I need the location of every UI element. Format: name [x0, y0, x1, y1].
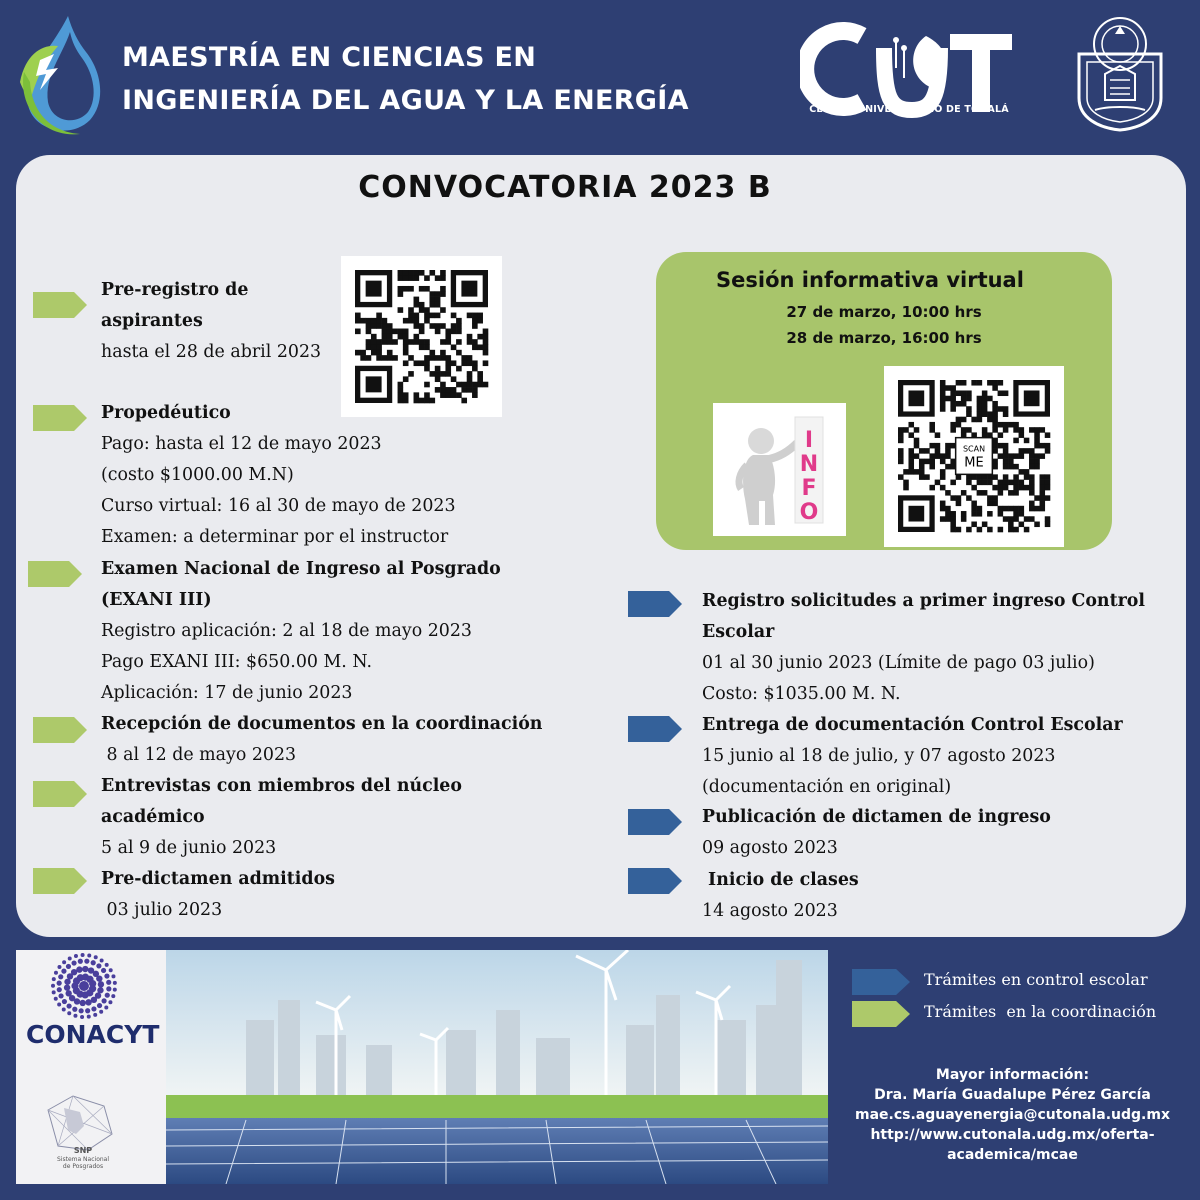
item-detail: Examen: a determinar por el instructor	[101, 527, 449, 547]
legend-blue-arrow-icon	[852, 969, 910, 995]
item-detail: 14 agosto 2023	[702, 901, 838, 921]
program-title-line1: MAESTRÍA EN CIENCIAS EN	[122, 42, 537, 73]
item-heading: Publicación de dictamen de ingreso	[702, 807, 1051, 827]
item-heading: Pre-registro de	[101, 280, 249, 300]
contact-url-2[interactable]: academica/mcae	[947, 1147, 1078, 1163]
item-heading: Entrega de documentación Control Escolar	[702, 715, 1123, 735]
preregistro-qr-code[interactable]	[341, 256, 502, 417]
session-date-1: 27 de marzo, 10:00 hrs	[786, 303, 982, 321]
legend-control-escolar: Trámites en control escolar	[924, 970, 1148, 989]
convocatoria-title: CONVOCATORIA 2023 B	[358, 170, 772, 205]
item-publicacion-dictamen	[702, 802, 1051, 864]
item-detail: Aplicación: 17 de junio 2023	[101, 683, 353, 703]
item-entrevistas	[101, 771, 462, 864]
udg-seal-icon	[1065, 14, 1175, 132]
item-detail: Pago EXANI III: $650.00 M. N.	[101, 652, 372, 672]
contact-name: Dra. María Guadalupe Pérez García	[874, 1087, 1151, 1103]
item-detail: 09 agosto 2023	[702, 838, 838, 858]
conacyt-logo-icon	[44, 953, 124, 1019]
item-registro-solicitudes	[702, 586, 1145, 710]
item-heading: Entrevistas con miembros del núcleo	[101, 776, 462, 796]
item-detail: 03 julio 2023	[101, 900, 223, 920]
legend-green-arrow-icon	[852, 1001, 910, 1027]
item-detail: (costo $1000.00 M.N)	[101, 465, 294, 485]
item-heading: Recepción de documentos en la coordinación	[101, 714, 543, 734]
item-exani	[101, 554, 501, 709]
legend-coordinacion: Trámites en la coordinación	[924, 1002, 1157, 1021]
info-letter-f: F	[801, 476, 817, 501]
info-letter-o: O	[799, 500, 819, 525]
item-propedeutico	[101, 398, 456, 553]
item-heading: Examen Nacional de Ingreso al Posgrado	[101, 559, 501, 579]
item-heading: (EXANI III)	[101, 590, 212, 610]
item-heading: Escolar	[702, 622, 775, 642]
item-detail: Curso virtual: 16 al 30 de mayo de 2023	[101, 496, 456, 516]
item-inicio-clases	[702, 865, 859, 927]
item-detail: Pago: hasta el 12 de mayo 2023	[101, 434, 382, 454]
cut-caption: CENTRO UNIVERSITARIO DE TONALÁ	[809, 104, 1009, 115]
item-entrega-documentacion	[702, 710, 1123, 803]
scan-me-label-top: SCAN	[962, 444, 986, 454]
item-preregistro	[101, 275, 321, 368]
item-detail: 8 al 12 de mayo 2023	[101, 745, 297, 765]
contact-email[interactable]: mae.cs.aguayenergia@cutonala.udg.mx	[854, 1107, 1170, 1123]
snp-line3: de Posgrados	[62, 1163, 104, 1170]
session-title: Sesión informativa virtual	[716, 268, 1024, 292]
item-heading: Registro solicitudes a primer ingreso Control	[702, 591, 1145, 611]
item-detail: Costo: $1035.00 M. N.	[702, 684, 901, 704]
snp-line2: Sistema Nacional	[56, 1156, 110, 1163]
contact-url-1[interactable]: http://www.cutonala.udg.mx/oferta-	[870, 1127, 1155, 1143]
conacyt-label: CONACYT	[26, 1020, 160, 1049]
info-letter-i: I	[804, 428, 814, 453]
item-detail: Registro aplicación: 2 al 18 de mayo 2023	[101, 621, 472, 641]
contact-block	[845, 1065, 1180, 1165]
item-heading: Pre-dictamen admitidos	[101, 869, 335, 889]
item-detail: (documentación en original)	[702, 777, 952, 797]
snp-title: SNP	[73, 1146, 93, 1155]
water-energy-logo	[10, 12, 106, 142]
item-recepcion	[101, 709, 542, 771]
program-title	[122, 36, 689, 122]
item-detail: 15 junio al 18 de julio, y 07 agosto 2023	[702, 746, 1056, 766]
info-letter-n: N	[799, 452, 819, 477]
item-detail: 5 al 9 de junio 2023	[101, 838, 277, 858]
item-heading: Propedéutico	[101, 403, 231, 423]
item-heading: académico	[101, 807, 205, 827]
item-heading: Inicio de clases	[702, 870, 859, 890]
scan-me-label-bottom: ME	[964, 455, 984, 471]
solar-city-photo	[16, 950, 828, 1184]
contact-heading: Mayor información:	[935, 1067, 1090, 1083]
program-title-line2: INGENIERÍA DEL AGUA Y LA ENERGÍA	[122, 85, 689, 116]
item-detail: 01 al 30 junio 2023 (Límite de pago 03 julio)	[702, 653, 1095, 673]
item-predictamen	[101, 864, 335, 926]
info-figure-image	[713, 403, 846, 536]
snp-caption	[38, 1146, 128, 1170]
session-date-2: 28 de marzo, 16:00 hrs	[786, 329, 982, 347]
item-detail: hasta el 28 de abril 2023	[101, 342, 322, 362]
session-qr-code[interactable]	[884, 366, 1064, 547]
item-heading: aspirantes	[101, 311, 203, 331]
